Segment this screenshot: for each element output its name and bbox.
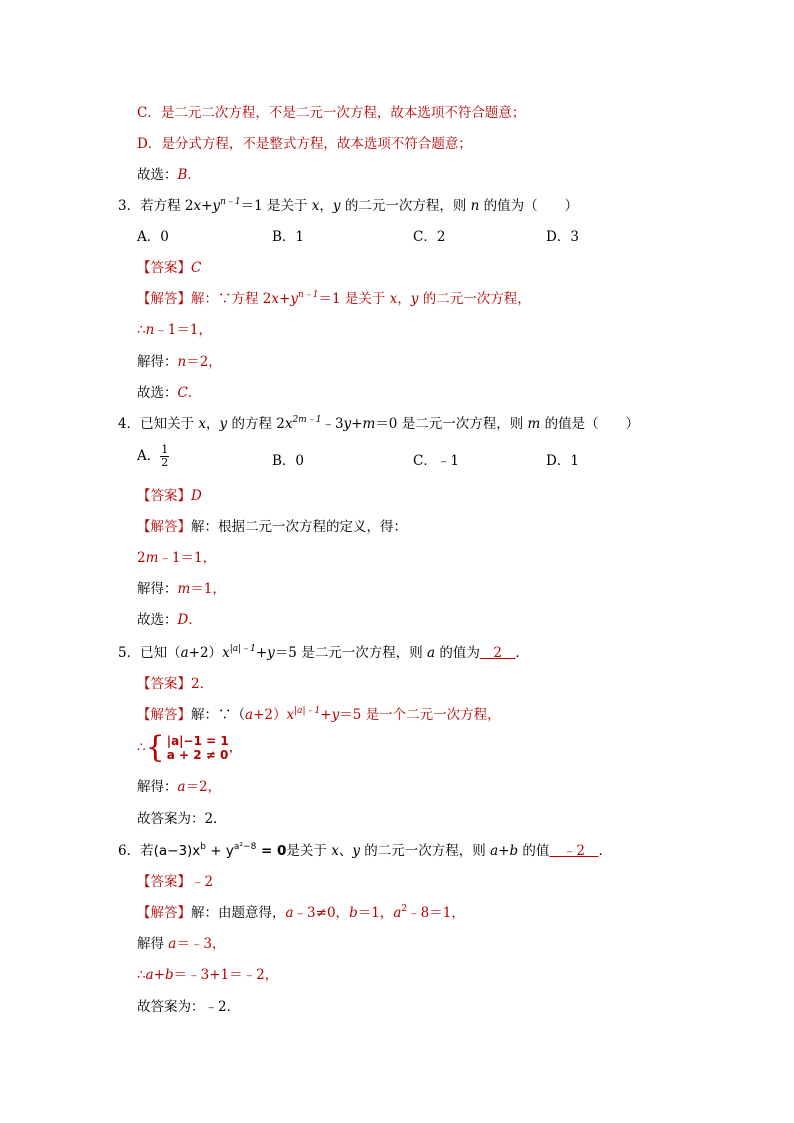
q4-solution-4: 故选：D．	[137, 612, 202, 628]
q3-solution-1: 【解答】解：∵方程 $2x+y^{n﹣1}=1$ 是关于 x，y 的二元一次方程，	[137, 290, 531, 307]
q5-solution-1: 【解答】解：$\because(a+2)x^{|a|﹣1}+y=5$ 是一个二元一次方程，	[137, 706, 501, 723]
q5-solution-system: ∴ { |a|−1 = 1 a + 2 ≠ 0 ，	[137, 730, 243, 765]
option-c-explanation: C．是二元二次方程，不是二元一次方程，故本选项不符合题意；	[137, 105, 526, 121]
q4-solution-2: 2m﹣1＝1，	[137, 550, 217, 566]
q6-solution-3: ∴a+b＝﹣3+1＝﹣2，	[137, 967, 279, 983]
q3-option-b: B．1	[272, 229, 305, 245]
q3-answer: 【答案】C	[137, 260, 202, 276]
q5-answer: 【答案】2．	[137, 676, 214, 692]
q3-option-d: D．3	[546, 229, 579, 245]
q4-answer: 【答案】D	[137, 488, 202, 504]
q5-solution-3: 解得：a＝2，	[137, 779, 222, 795]
q4-solution-3: 解得：m＝1，	[137, 581, 226, 597]
q3-option-a: A．0	[137, 229, 169, 245]
q6-solution-4: 故答案为：﹣2．	[137, 999, 241, 1015]
question-6-stem: 6．若$(a-3)x^b + y^{a^2-8} = 0$是关于 x、y 的二元一次方程，则 a+b 的值 ﹣2 ．	[118, 842, 612, 859]
prev-choose-line: 故选：B．	[137, 167, 201, 183]
q3-option-c: C．2	[413, 229, 446, 245]
q6-answer: 【答案】﹣2	[137, 874, 214, 890]
q3-solution-4: 故选：C．	[137, 385, 202, 401]
q3-solution-3: 解得：n＝2，	[137, 354, 222, 370]
q5-solution-4: 故答案为：2．	[137, 811, 227, 827]
question-4-stem: 4．已知关于 x，y 的方程 $2x^{2m﹣1}﹣3y+m=0$ 是二元一次方程，则 m 的值是（ ）	[118, 415, 640, 432]
q6-solution-1: 【解答】解：由题意得，a﹣3≠0，b＝1，$a^2﹣8=1$，	[137, 904, 465, 921]
q4-option-d: D．1	[546, 453, 579, 469]
q6-solution-2: 解得 a＝﹣3，	[137, 936, 226, 952]
equation-system: { |a|−1 = 1 a + 2 ≠ 0	[145, 730, 229, 765]
q4-option-a-fraction: $\frac{1}{2}$	[161, 443, 169, 469]
q4-option-b: B．0	[272, 453, 305, 469]
question-5-stem: 5．已知$(a+2)x^{|a|﹣1}+y=5$ 是二元一次方程，则 a 的值为 2 ．	[118, 644, 529, 661]
q4-solution-1: 【解答】解：根据二元一次方程的定义，得：	[137, 519, 407, 535]
q6-answer-blank: ﹣2	[549, 843, 599, 859]
option-d-explanation: D．是分式方程，不是整式方程，故本选项不符合题意；	[137, 136, 472, 152]
q4-option-a: A． $\frac{1}{2}$	[137, 443, 169, 469]
question-3-stem: 3．若方程 $2x+y^{n﹣1}=1$ 是关于 x，y 的二元一次方程，则 n 的值为（ ）	[118, 197, 579, 214]
q4-option-c: C．﹣1	[413, 453, 459, 469]
q5-answer-blank: 2	[479, 645, 516, 661]
q3-solution-2: ∴n﹣1＝1，	[137, 322, 212, 338]
